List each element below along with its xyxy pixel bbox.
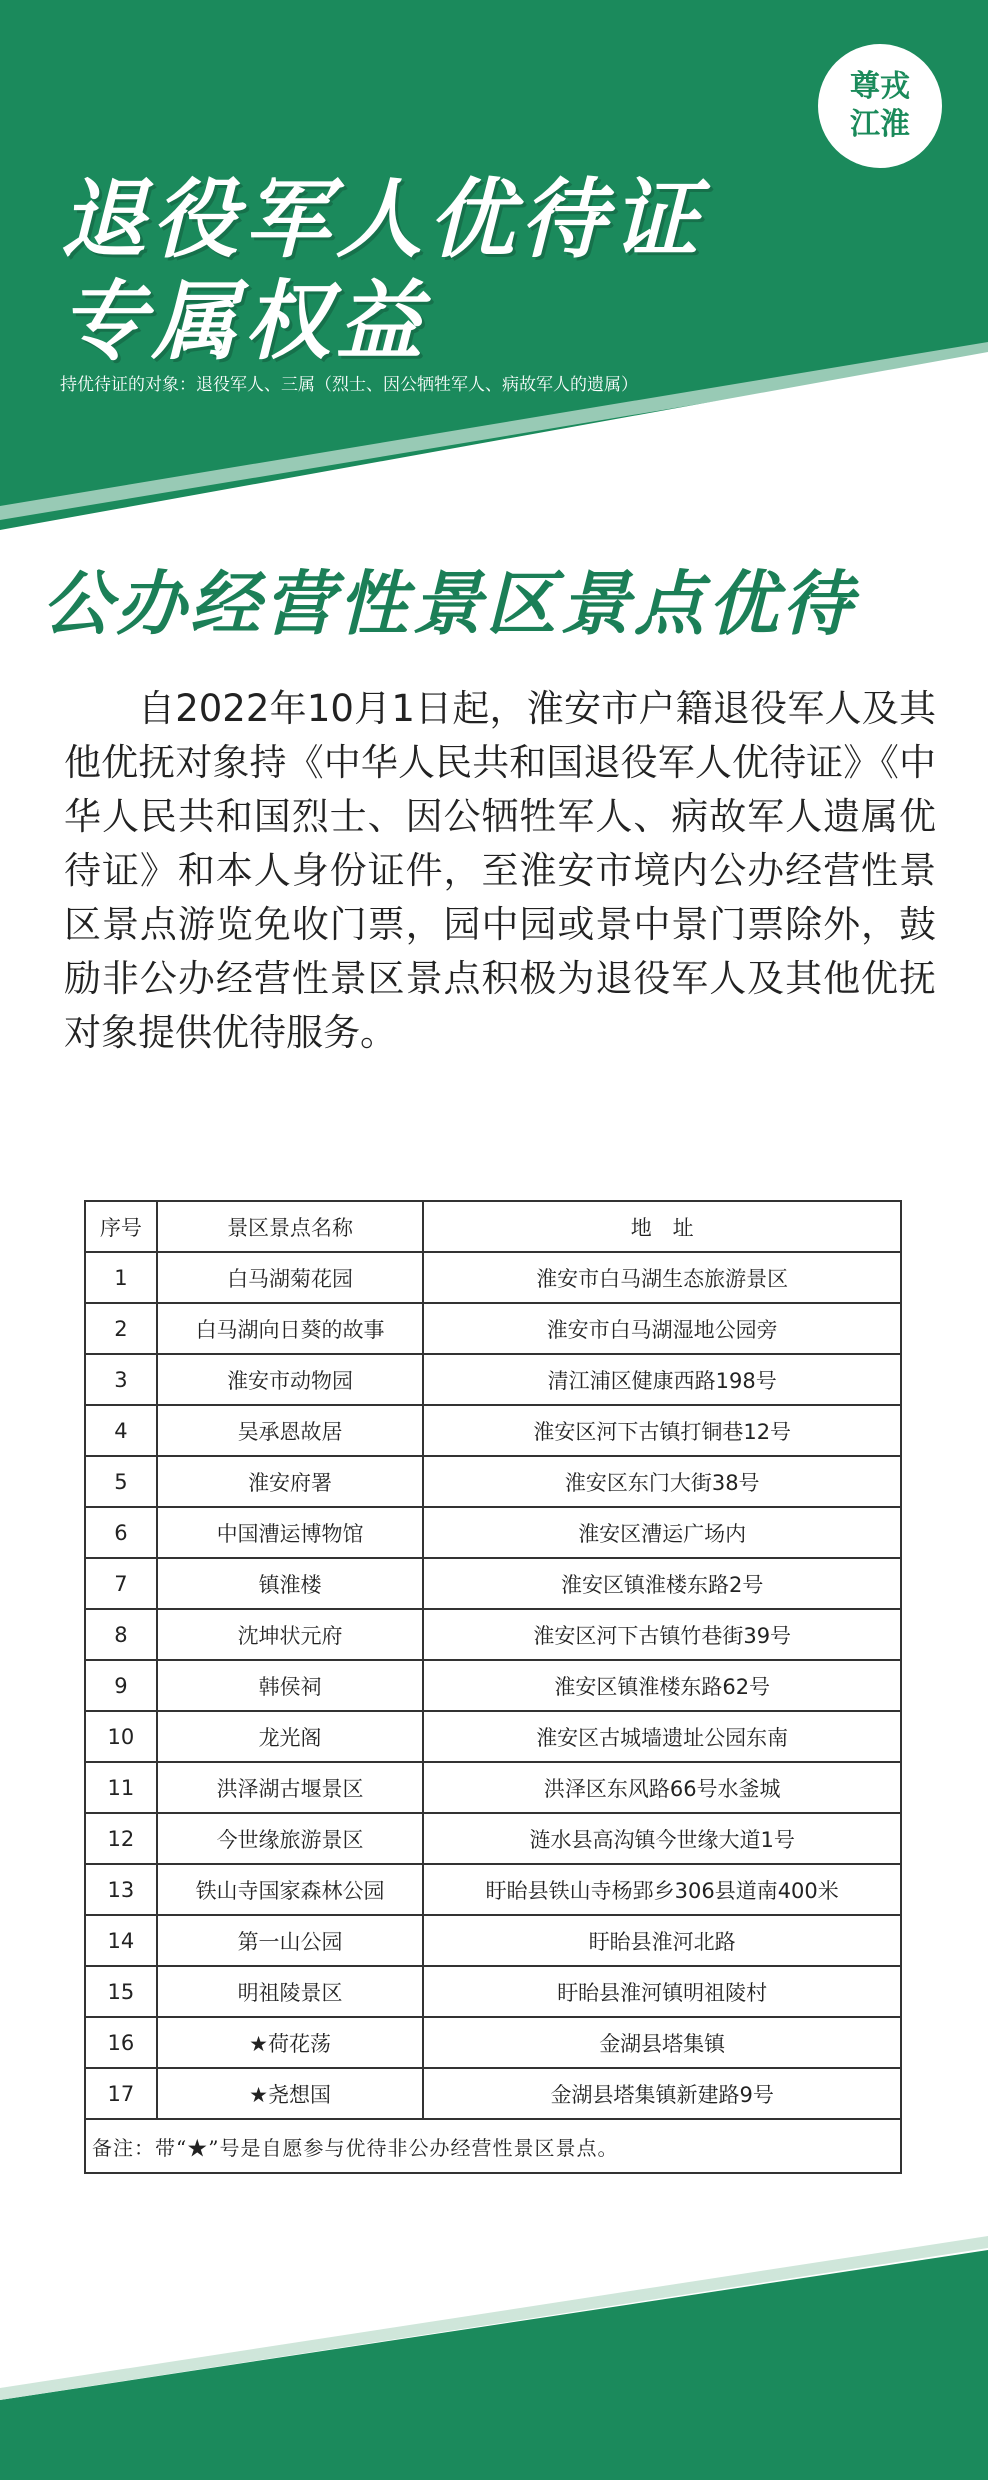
- spot-name: 淮安市动物园: [157, 1354, 424, 1405]
- row-number: 13: [85, 1864, 157, 1915]
- spot-name: 白马湖向日葵的故事: [157, 1303, 424, 1354]
- row-number: 6: [85, 1507, 157, 1558]
- table-note-row: [85, 2119, 901, 2173]
- spot-name: 沈坤状元府: [157, 1609, 424, 1660]
- row-number: 1: [85, 1252, 157, 1303]
- spot-address: 洪泽区东风路66号水釜城: [423, 1762, 901, 1813]
- row-number: 8: [85, 1609, 157, 1660]
- table-row: [85, 1456, 901, 1507]
- table-row: [85, 1915, 901, 1966]
- eligibility-subtitle: 持优待证的对象：退役军人、三属（烈士、因公牺牲军人、病故军人的遗属）: [60, 375, 638, 395]
- spot-name: 淮安府署: [157, 1456, 424, 1507]
- table-row: [85, 1354, 901, 1405]
- badge-line1: 尊戎: [850, 69, 910, 104]
- table-row: [85, 1558, 901, 1609]
- table-row: [85, 1813, 901, 1864]
- header-name: 景区景点名称: [157, 1201, 424, 1252]
- spot-name: ★尧想国: [157, 2068, 424, 2119]
- spot-address: 淮安区古城墙遗址公园东南: [423, 1711, 901, 1762]
- spot-name: 铁山寺国家森林公园: [157, 1864, 424, 1915]
- spot-address: 淮安区镇淮楼东路2号: [423, 1558, 901, 1609]
- spot-name: 白马湖菊花园: [157, 1252, 424, 1303]
- badge-logo: [818, 44, 942, 168]
- row-number: 4: [85, 1405, 157, 1456]
- row-number: 5: [85, 1456, 157, 1507]
- scenic-spots-table-container: [84, 1200, 902, 2174]
- spot-name: 韩侯祠: [157, 1660, 424, 1711]
- intro-paragraph: 自2022年10月1日起，淮安市户籍退役军人及其他优抚对象持《中华人民共和国退役军人优待证》《中华人民共和国烈士、因公牺牲军人、病故军人遗属优待证》和本人身份证件，至淮安市境内公办经营性景区景点游览免收门票，园中园或景中景门票除外，鼓励非公办经营性景区景点积极为退役军人及其他优抚对象提供优待服务。: [64, 687, 936, 1054]
- row-number: 10: [85, 1711, 157, 1762]
- spot-address: 淮安区河下古镇竹巷街39号: [423, 1609, 901, 1660]
- section-title: 公办经营性景区景点优待: [42, 563, 856, 645]
- spot-name: 龙光阁: [157, 1711, 424, 1762]
- row-number: 7: [85, 1558, 157, 1609]
- table-row: [85, 1660, 901, 1711]
- row-number: 16: [85, 2017, 157, 2068]
- table-row: [85, 2017, 901, 2068]
- spot-address: 淮安区漕运广场内: [423, 1507, 901, 1558]
- table-body: [85, 1252, 901, 2119]
- spot-address: 淮安市白马湖生态旅游景区: [423, 1252, 901, 1303]
- table-row: [85, 1609, 901, 1660]
- spot-name: 吴承恩故居: [157, 1405, 424, 1456]
- row-number: 11: [85, 1762, 157, 1813]
- spot-address: 淮安区镇淮楼东路62号: [423, 1660, 901, 1711]
- table-row: [85, 1966, 901, 2017]
- table-header-row: [85, 1201, 901, 1252]
- spot-address: 盱眙县淮河镇明祖陵村: [423, 1966, 901, 2017]
- row-number: 14: [85, 1915, 157, 1966]
- spot-address: 淮安市白马湖湿地公园旁: [423, 1303, 901, 1354]
- row-number: 3: [85, 1354, 157, 1405]
- header-address: 地 址: [423, 1201, 901, 1252]
- spot-address: 盱眙县淮河北路: [423, 1915, 901, 1966]
- table-row: [85, 1864, 901, 1915]
- spot-name: 中国漕运博物馆: [157, 1507, 424, 1558]
- table-row: [85, 1252, 901, 1303]
- table-row: [85, 1762, 901, 1813]
- header-no: 序号: [85, 1201, 157, 1252]
- spot-address: 金湖县塔集镇: [423, 2017, 901, 2068]
- table-row: [85, 2068, 901, 2119]
- spot-name: 镇淮楼: [157, 1558, 424, 1609]
- scenic-spots-table: [84, 1200, 902, 2174]
- row-number: 9: [85, 1660, 157, 1711]
- badge-line2: 江淮: [850, 107, 910, 142]
- spot-address: 涟水县高沟镇今世缘大道1号: [423, 1813, 901, 1864]
- spot-address: 淮安区东门大街38号: [423, 1456, 901, 1507]
- spot-name: 第一山公园: [157, 1915, 424, 1966]
- table-row: [85, 1303, 901, 1354]
- table-note: 备注：带“★”号是自愿参与优待非公办经营性景区景点。: [85, 2119, 901, 2173]
- spot-name: 今世缘旅游景区: [157, 1813, 424, 1864]
- row-number: 17: [85, 2068, 157, 2119]
- spot-name: 明祖陵景区: [157, 1966, 424, 2017]
- table-row: [85, 1507, 901, 1558]
- footer-green-band: [0, 2250, 988, 2480]
- spot-name: 洪泽湖古堰景区: [157, 1762, 424, 1813]
- spot-address: 金湖县塔集镇新建路9号: [423, 2068, 901, 2119]
- table-row: [85, 1405, 901, 1456]
- spot-name: ★荷花荡: [157, 2017, 424, 2068]
- page-title-line2: 专属权益: [60, 272, 428, 372]
- row-number: 15: [85, 1966, 157, 2017]
- spot-address: 盱眙县铁山寺杨郢乡306县道南400米: [423, 1864, 901, 1915]
- page-title-line1: 退役军人优待证: [60, 170, 704, 270]
- spot-address: 淮安区河下古镇打铜巷12号: [423, 1405, 901, 1456]
- table-row: [85, 1711, 901, 1762]
- row-number: 2: [85, 1303, 157, 1354]
- row-number: 12: [85, 1813, 157, 1864]
- spot-address: 清江浦区健康西路198号: [423, 1354, 901, 1405]
